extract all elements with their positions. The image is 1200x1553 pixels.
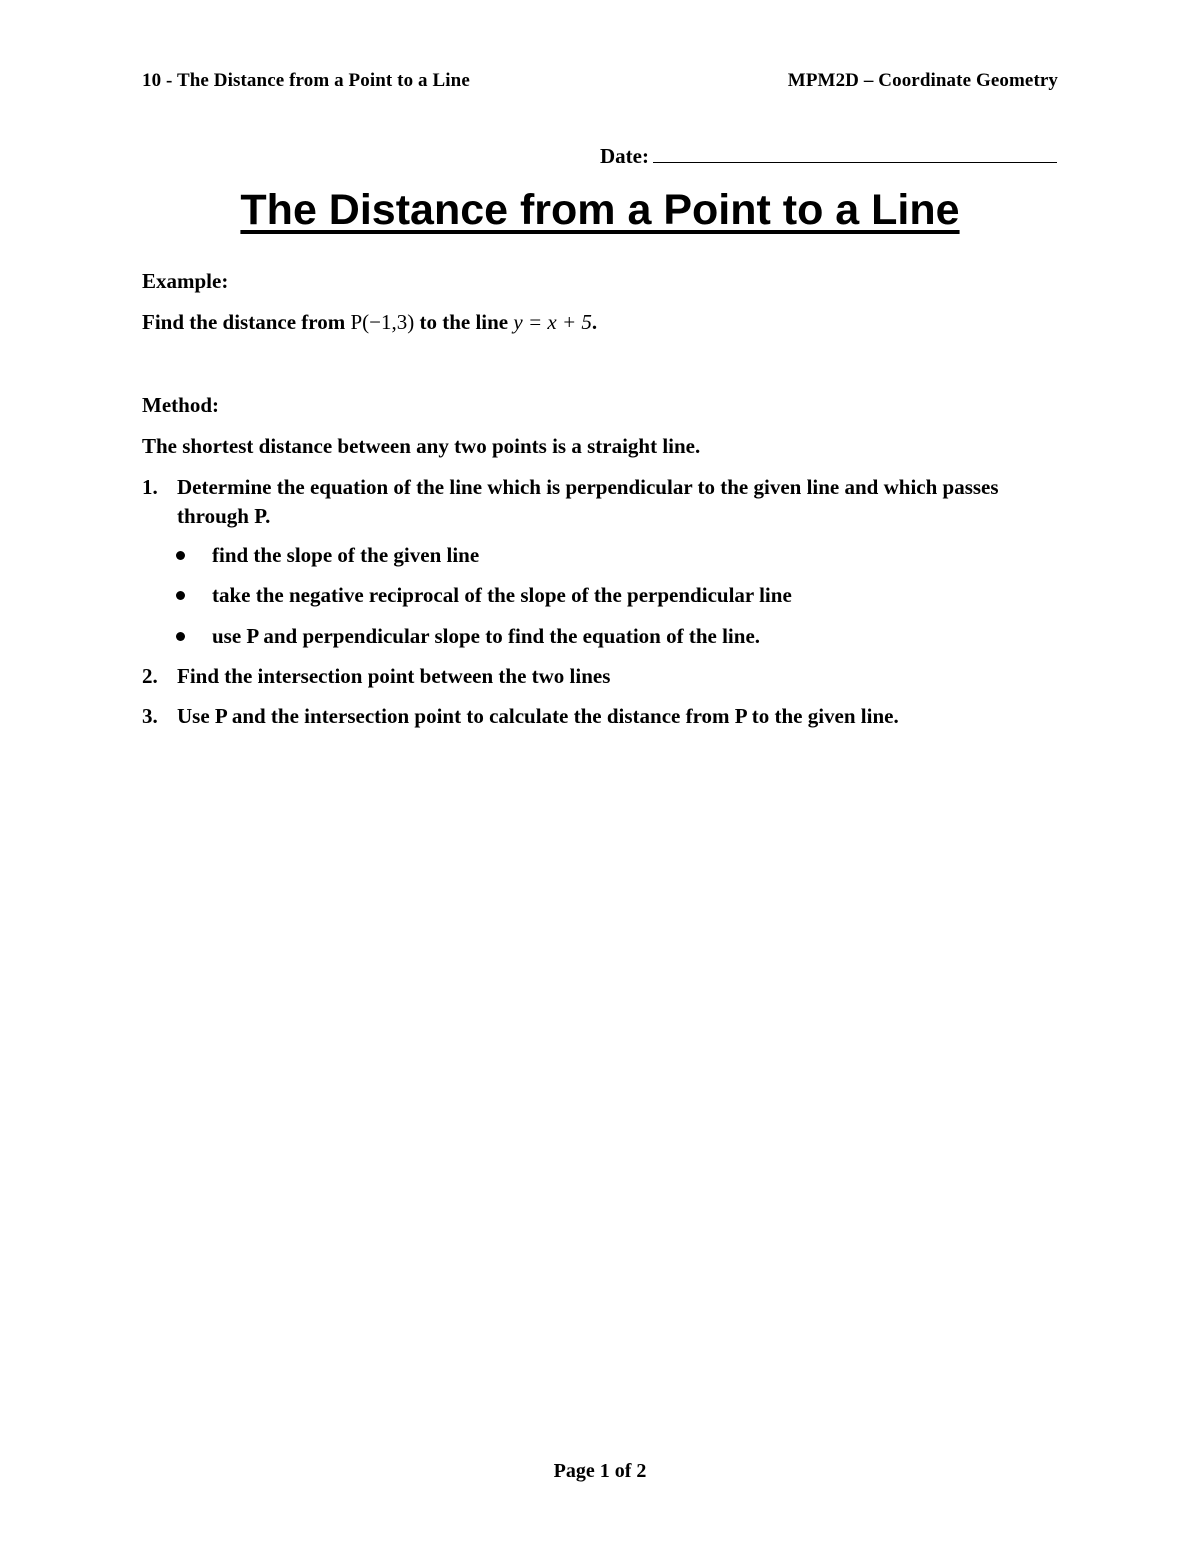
example-prefix: Find the distance from bbox=[142, 310, 351, 334]
example-equation: y = x + 5 bbox=[513, 310, 592, 334]
date-row bbox=[600, 144, 1057, 169]
example-point: P(−1,3) bbox=[350, 310, 415, 334]
step-text: Determine the equation of the line which is perpendicular to the given line and which passes through P. bbox=[177, 475, 999, 528]
date-label: Date: bbox=[600, 144, 649, 168]
example-text bbox=[142, 310, 597, 335]
bullet-text: take the negative reciprocal of the slope of the perpendicular line bbox=[212, 583, 792, 607]
header-right: MPM2D – Coordinate Geometry bbox=[787, 70, 1058, 91]
step-number: 1. bbox=[142, 475, 158, 499]
bullet-icon bbox=[176, 591, 185, 600]
example-middle: to the line bbox=[414, 310, 514, 334]
step-number: 2. bbox=[142, 664, 158, 688]
footer-of-word: of bbox=[614, 1460, 632, 1482]
method-intro: The shortest distance between any two points is a straight line. bbox=[142, 434, 701, 458]
bullet-icon bbox=[176, 551, 185, 560]
step-text: Find the intersection point between the two lines bbox=[177, 664, 611, 688]
method-label: Method: bbox=[142, 393, 219, 417]
bullet-text: use P and perpendicular slope to find the equation of the line. bbox=[212, 624, 761, 648]
footer-current-page: 1 bbox=[599, 1460, 610, 1482]
example-suffix: . bbox=[591, 310, 598, 334]
date-blank-line bbox=[653, 148, 1057, 163]
header-left: 10 - The Distance from a Point to a Line bbox=[142, 70, 470, 91]
step-text: Use P and the intersection point to calculate the distance from P to the given line. bbox=[177, 704, 899, 728]
example-label: Example: bbox=[142, 269, 229, 293]
step-number: 3. bbox=[142, 704, 158, 728]
footer-total-pages: 2 bbox=[636, 1460, 647, 1482]
bullet-text: find the slope of the given line bbox=[212, 543, 480, 567]
footer-page-word: Page bbox=[553, 1460, 595, 1482]
bullet-icon bbox=[176, 632, 185, 641]
page-title: The Distance from a Point to a Line bbox=[240, 186, 960, 234]
page-footer bbox=[0, 1460, 1200, 1483]
